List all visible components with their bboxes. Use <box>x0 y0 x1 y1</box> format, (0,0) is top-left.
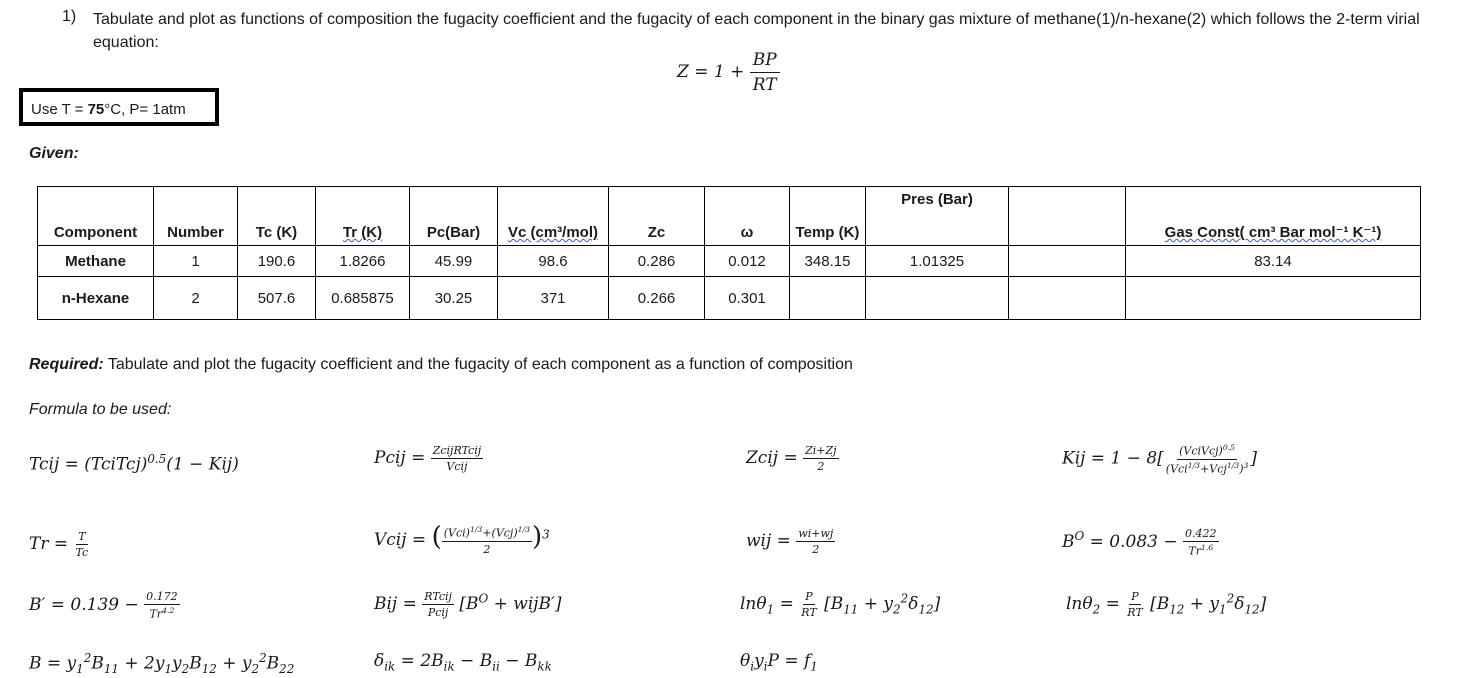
header-zc: Zc <box>609 187 705 246</box>
cell-pc: 30.25 <box>410 277 498 320</box>
formula-fugacity: $\theta_iy_iP = f_1$ <box>740 651 818 674</box>
table-header-row <box>38 187 1421 246</box>
cell-temp: 348.15 <box>790 246 866 277</box>
cell-tr: 1.8266 <box>316 246 410 277</box>
problem-number: 1) <box>62 8 77 25</box>
required-statement <box>29 356 853 374</box>
cell-gas-const <box>1126 277 1421 320</box>
formula-bij: Bij = $\frac{\text{RTcij}}{\text{Pcij}}$ [$B^O$ + wijB′] <box>374 590 562 619</box>
conditions-box <box>19 88 219 126</box>
cell-pc: 45.99 <box>410 246 498 277</box>
cell-component: Methane <box>38 246 154 277</box>
cell-omega: 0.301 <box>705 277 790 320</box>
problem-statement: Tabulate and plot as functions of composition the fugacity coefficient and the fugacity of each component in the binary gas mixture of methane(1)/n-hexane(2) which follows the 2-term virial equation: <box>93 11 1420 51</box>
cell-empty <box>1009 246 1126 277</box>
formula-tr: Tr = $\frac{T}{Tc}$ <box>29 530 89 559</box>
cell-component: n-Hexane <box>38 277 154 320</box>
cell-pres: 1.01325 <box>866 246 1009 277</box>
formula-ln-theta1: lnθ$_1$ = $\frac{P}{RT}$ $[B_{11} + y_2^2\delta_{12}]$ <box>740 590 941 619</box>
formula-label: Formula to be used: <box>29 401 172 418</box>
header-vc-label: Vc (cm³/mol) <box>507 224 598 241</box>
header-omega: ω <box>705 187 790 246</box>
cell-vc: 371 <box>498 277 609 320</box>
cell-zc: 0.266 <box>609 277 705 320</box>
cell-zc: 0.286 <box>609 246 705 277</box>
formula-pcij: Pcij = $\frac{\text{ZcijRTcij}}{\text{Vcij}}$ <box>374 444 482 473</box>
header-tr-label: Tr (K) <box>342 224 383 241</box>
cell-number: 2 <box>154 277 238 320</box>
cell-temp <box>790 277 866 320</box>
given-label: Given: <box>29 145 79 162</box>
formula-b-prime: B′ = 0.139 − $\frac{0.172}{Tr^{4.2}}$ <box>29 590 178 621</box>
cell-pres <box>866 277 1009 320</box>
cell-gas-const: 83.14 <box>1126 246 1421 277</box>
header-gas-const <box>1126 187 1421 246</box>
formula-zcij: Zcij = $\frac{Zi+Zj}{2}$ <box>746 444 837 473</box>
formula-b-mixture: $B = y_1^2B_{11} + 2y_1y_2B_{12} + y_2^2B_{22}$ <box>29 651 295 677</box>
header-empty <box>1009 187 1126 246</box>
header-pres: Pres (Bar) <box>866 187 1009 246</box>
conditions-prefix: Use T = <box>31 101 88 118</box>
formula-tcij: Tcij = (TciTcj)$^{0.5}$(1 − Kij) <box>29 452 239 475</box>
header-tc: Tc (K) <box>238 187 316 246</box>
cell-vc: 98.6 <box>498 246 609 277</box>
formula-b0: $B^O = 0.083$ − $\frac{0.422}{Tr^{1.6}}$ <box>1062 527 1217 558</box>
formula-vcij: Vcij = ( $\frac{(Vci)^{1/3}+(Vcj)^{1/3}}{2}$ )$^3$ <box>374 522 550 556</box>
header-number: Number <box>154 187 238 246</box>
given-data-table <box>37 186 1421 320</box>
formula-ln-theta2: lnθ$_2$ = $\frac{P}{RT}$ $[B_{12} + y_1^2\delta_{12}]$ <box>1066 590 1267 619</box>
required-label: Required: <box>29 356 104 373</box>
virial-lhs: Z = 1 + <box>677 62 745 82</box>
conditions-rest: °C, P= 1atm <box>104 101 186 118</box>
table-row <box>38 277 1421 320</box>
cell-empty <box>1009 277 1126 320</box>
formula-kij: Kij = 1 − 8[ $\frac{(VciVcj)^{0.5}}{(Vci^{1/3}+Vcj^{1/3})^3}$ ] <box>1062 443 1258 476</box>
virial-denominator: RT <box>752 75 777 95</box>
cell-number: 1 <box>154 246 238 277</box>
table-row <box>38 246 1421 277</box>
formula-wij: wij = $\frac{wi+wj}{2}$ <box>746 527 834 556</box>
cell-tr: 0.685875 <box>316 277 410 320</box>
virial-numerator: BP <box>750 50 780 73</box>
formula-delta-ik: $\delta_{ik} = 2B_{ik} - B_{ii} - B_{kk}$ <box>374 651 552 674</box>
header-vc <box>498 187 609 246</box>
header-component: Component <box>38 187 154 246</box>
cell-omega: 0.012 <box>705 246 790 277</box>
virial-fraction <box>750 50 780 95</box>
cell-tc: 507.6 <box>238 277 316 320</box>
virial-equation <box>677 50 780 95</box>
required-text: Tabulate and plot the fugacity coefficient and the fugacity of each component as a function of composition <box>103 356 853 373</box>
header-temp: Temp (K) <box>790 187 866 246</box>
cell-tc: 190.6 <box>238 246 316 277</box>
header-gas-const-label: Gas Const( cm³ Bar mol⁻¹ K⁻¹) <box>1164 224 1382 241</box>
header-pc: Pc(Bar) <box>410 187 498 246</box>
conditions-temperature: 75 <box>87 101 105 118</box>
header-tr <box>316 187 410 246</box>
